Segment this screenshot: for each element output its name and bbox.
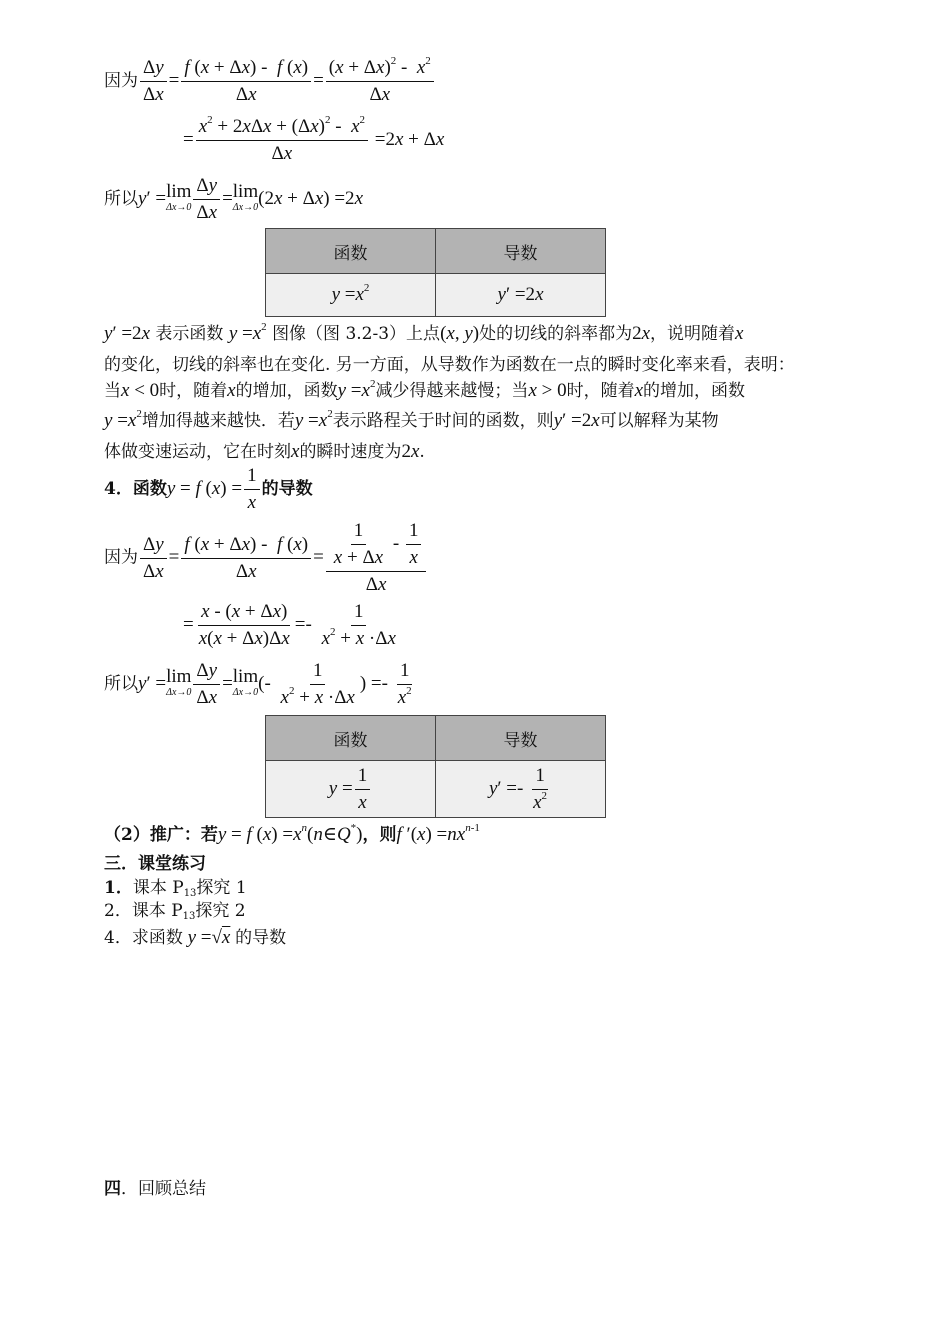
generalization-line: （2）推广：若y = f $(x) =x^n(n\in Q^*)$，则f $'(x) =nx^{n-1}$ [104,822,480,845]
table2-cell-derivative: y′ =- $\frac{1}{x^2}$ [436,761,606,818]
derivative-table-1 [265,228,606,317]
eq-line-6: 所以y′ = lim Δx→0 $\frac{\Delta y}{\Delta x}$ = lim Δx→0 (- $\frac{1}{x^2 + x \cdot\Delta x}$ ) =- $\frac{1}{x^2}$ [104,660,412,708]
eq-line-2: = $\frac{x^2 + 2x\Delta x + (\Delta x)^2 - x^2}{\Delta x}$ =2x + Δx [183,114,445,164]
eq-line-4: 因为 $\frac{\Delta y}{\Delta x}$ = $\frac{f (x + \Delta x) - f (x)}{\Delta x}$ = $\frac{1}{x + \Delta x}$ - $\frac{1}{x}$ Δx [104,520,428,596]
exercise-item-2: 2．课本 $P_{13}$探究 2 [104,901,246,922]
table1-cell-derivative: y′ =2x [436,274,606,317]
section-4-heading: 4．函数y = f (x) = $\frac{1}{x}$ 的导数 [104,465,313,513]
eq-line-5: = $\frac{x - (x + \Delta x)}{x(x + \Delta x)\Delta x}$ =- $\frac{1}{x^2 + x \cdot\Delta x}$ [183,601,396,649]
para-line-4: $y =x^2$增加得越来越快．若$y =x^2$表示路程关于时间的函数，则y′ =2x可以解释为某物 [104,408,719,431]
because-label: 因为 [104,70,138,90]
para-line-2: 的变化，切线的斜率也在变化. 另一方面，从导数作为函数在一点的瞬时变化率来看，表明： [104,355,795,375]
para-line-3: 当x < 0时，随着x的增加，函数$y =x^2$减少得越来越慢；当x > 0时，随着x的增加，函数 [104,378,746,401]
table2-cell-function: y = $\frac{1}{x}$ [266,761,436,818]
section-3-heading: 三．课堂练习 [104,854,206,874]
therefore-label: 所以 [104,188,138,208]
para-line-5: 体做变速运动，它在时刻x的瞬时速度为2x. [104,441,425,462]
table1-header-function: 函数 [266,229,436,274]
para-line-1: y′ =2x 表示函数 $y =x^2$ 图像（图 3.2-3）上点(x, y)处的切线的斜率都为2x，说明随着x [104,321,744,344]
derivative-table-2 [265,715,606,818]
table2-header-function: 函数 [266,716,436,761]
section-review-heading: 四．回顾总结 [104,1179,206,1199]
table2-header-derivative: 导数 [436,716,606,761]
exercise-item-1: 1．课本 $P_{13}$探究 1 [104,878,247,899]
exercise-item-3: 4．求函数 y =√x 的导数 [104,927,287,948]
eq-line-1: 因为 $\frac{\Delta y}{\Delta x}$ = $\frac{f (x + \Delta x) - f (x)}{\Delta x}$ = $\frac{(x + \Delta x)^2 - x^2}{\Delta x}$ [104,57,436,106]
table1-header-derivative: 导数 [436,229,606,274]
eq-line-3: 所以y′ = lim Δx→0 $\frac{\Delta y}{\Delta x}$ = lim Δx→0 (2x + Δx) =2x [104,175,363,223]
table1-cell-function: $y =x^2$ [266,274,436,317]
